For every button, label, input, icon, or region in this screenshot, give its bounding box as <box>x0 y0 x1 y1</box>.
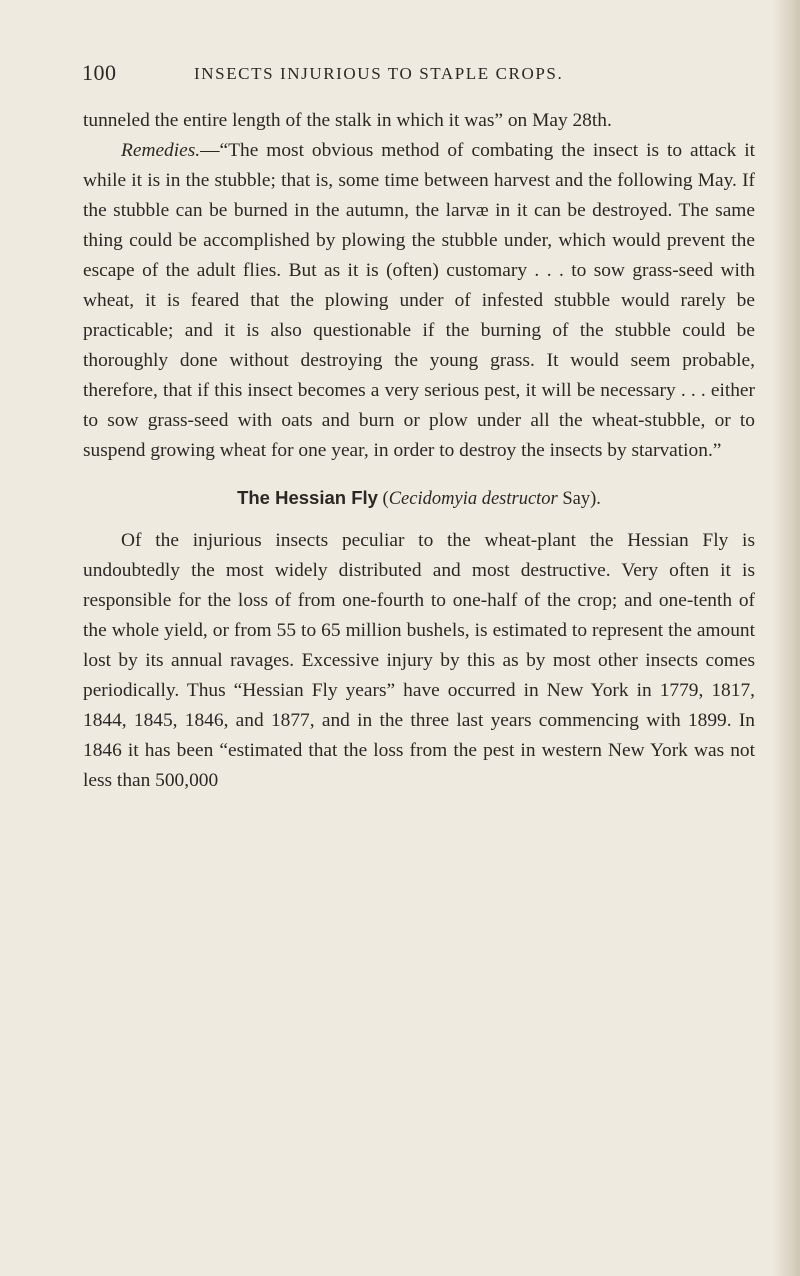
paragraph-continuation: tunneled the entire length of the stalk in which it was” on May 28th. <box>83 110 612 131</box>
page-body <box>83 106 755 796</box>
section-heading-scientific-name: Cecidomyia destructor <box>388 489 558 509</box>
paragraph-remedies <box>83 136 755 466</box>
section-heading-authority: Say). <box>557 489 601 509</box>
remedies-text: —“The most obvious method of combating the insect is to attack it while it is in the stubble; that is, some time between harvest and the following May. If the stubble can be burned in the autumn, the larvæ in it can be destroyed. The same thing could be accomplished by plowing the stubble under, which would prevent the escape of the adult flies. But as it is (often) customary . . . to sow grass-seed with wheat, it is feared that the plowing under of infested stubble would rarely be practicable; and it is also questionable if the burning of the stubble could be thoroughly done without destroying the young grass. It would seem probable, therefore, that if this insect becomes a very serious pest, it will be necessary . . . either to sow grass-seed with oats and burn or plow under all the wheat-stubble, or to suspend growing wheat for one year, in order to destroy the insects by starvation.” <box>83 140 755 461</box>
paragraph-hessian-fly: Of the injurious insects peculiar to the wheat-plant the Hessian Fly is undoubtedly the most widely distributed and most destructive. Very often it is responsible for the loss of from one-fourth to one-half of the crop; and one-tenth of the whole yield, or from 55 to 65 million bushels, is estimated to represent the amount lost by its annual ravages. Excessive injury by this as by most other insects comes periodically. Thus “Hessian Fly years” have occurred in New York in 1779, 1817, 1844, 1845, 1846, and 1877, and in the three last years commencing with 1899. In 1846 it has been “estimated that the loss from the pest in western New York was not less than 500,000 <box>83 530 755 791</box>
page-edge-shadow <box>772 0 800 1276</box>
section-heading-open-paren: ( <box>377 489 389 509</box>
page-number: 100 <box>82 60 117 85</box>
section-heading-name: The Hessian Fly <box>237 487 378 508</box>
section-heading <box>83 483 755 514</box>
running-title: INSECTS INJURIOUS TO STAPLE CROPS. <box>194 64 564 83</box>
running-head <box>82 60 782 90</box>
remedies-label: Remedies. <box>121 140 201 161</box>
